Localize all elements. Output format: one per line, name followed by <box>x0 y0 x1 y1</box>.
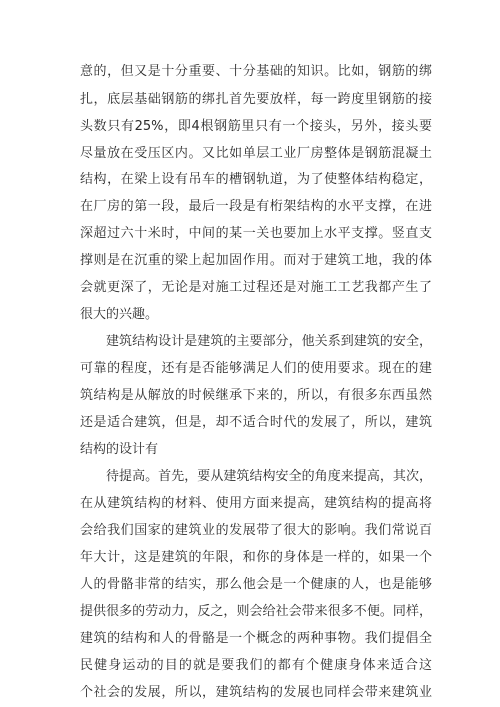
text-line: 在厂房的第一段，最后一段是有桁架结构的水平支撑，在进 <box>80 199 432 214</box>
text-line: 筑结构是从解放的时候继承下来的，所以，有很多东西虽然 <box>80 388 432 403</box>
text-line: 结构的设计有 <box>80 442 159 457</box>
text-line: 民健身运动的目的就是要我们的都有个健康身体来适合这 <box>80 658 432 673</box>
text-line: 尽量放在受压区内。又比如单层工业厂房整体是钢筋混凝土 <box>80 146 432 161</box>
text-line: 扎，底层基础钢筋的绑扎首先要放样，每一跨度里钢筋的接 <box>80 92 432 107</box>
text-line: 意的，但又是十分重要、十分基础的知识。比如，钢筋的绑 <box>80 64 432 79</box>
text-line: 个社会的发展，所以，建筑结构的发展也同样会带来建筑业 <box>80 685 432 700</box>
text-line: 撑则是在沉重的梁上起加固作用。而对于建筑工地，我的体 <box>80 253 432 268</box>
text-line: 会给我们国家的建筑业的发展带了很大的影响。我们常说百 <box>80 523 432 538</box>
text-line: 建筑的结构和人的骨骼是一个概念的两种事物。我们提倡全 <box>80 631 432 646</box>
text-line: 会就更深了，无论是对施工过程还是对施工工艺我都产生了 <box>80 280 432 295</box>
text-line: 年大计，这是建筑的年限，和你的身体是一样的，如果一个 <box>80 550 432 565</box>
text-line: 还是适合建筑，但是，却不适合时代的发展了，所以，建筑 <box>80 415 432 430</box>
text-line: 提供很多的劳动力，反之，则会给社会带来很多不便。同样， <box>80 604 432 619</box>
text-line: 很大的兴趣。 <box>80 307 159 322</box>
text-line: 可靠的程度，还有是否能够满足人们的使用要求。现在的建 <box>80 361 432 376</box>
text-line: 在从建筑结构的材料、使用方面来提高，建筑结构的提高将 <box>80 496 432 511</box>
text-line: 人的骨骼非常的结实，那么他会是一个健康的人，也是能够 <box>80 577 432 592</box>
text-line: 深超过六十米时，中间的某一关也要加上水平支撑。竖直支 <box>80 226 432 241</box>
text-line: 建筑结构设计是建筑的主要部分，他关系到建筑的安全， <box>106 334 432 349</box>
text-line: 头数只有25%，即4根钢筋里只有一个接头，另外，接头要 <box>80 119 432 134</box>
text-line: 待提高。首先，要从建筑结构安全的角度来提高，其次， <box>106 469 432 484</box>
text-line: 结构，在梁上设有吊车的槽钢轨道，为了使整体结构稳定， <box>80 172 432 187</box>
